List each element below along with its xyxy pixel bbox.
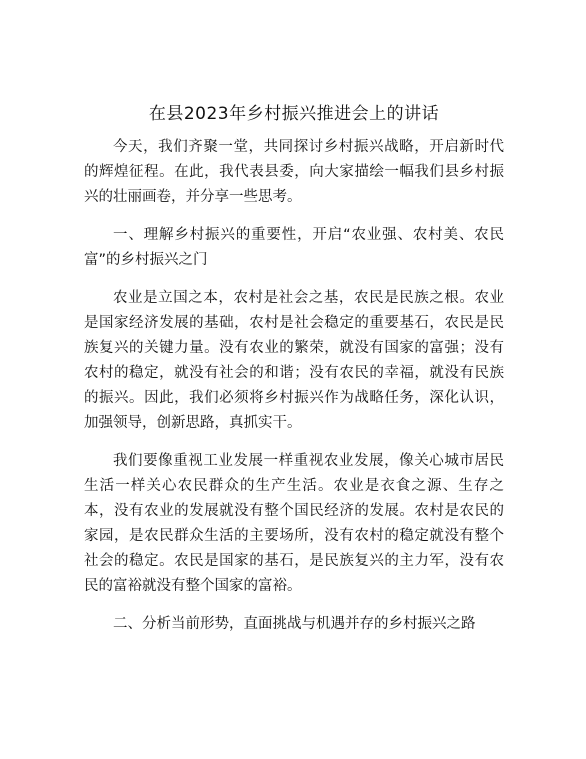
section-1-paragraph-2: 我们要像重视工业发展一样重视农业发展，像关心城市居民生活一样关心农民群众的生产生活。农业是衣食之源、生存之本，没有农业的发展就没有整个国民经济的发展。农村是农民的家园，是农民群众生活的主要场所，没有农村的稳定就没有整个社会的稳定。农民是国家的基石，是民族复兴的主力军，没有农民的富裕就没有整个国家的富裕。 xyxy=(84,453,504,594)
document-body xyxy=(84,101,504,650)
section-2-heading: 二、分析当前形势，直面挑战与机遇并存的乡村振兴之路 xyxy=(113,616,476,632)
intro-paragraph: 今天，我们齐聚一堂，共同探讨乡村振兴战略，开启新时代的辉煌征程。在此，我代表县委，向大家描绘一幅我们县乡村振兴的壮丽画卷，并分享一些思考。 xyxy=(84,139,504,205)
section-1-heading: 一、理解乡村振兴的重要性，开启“农业强、农村美、农民富”的乡村振兴之门 xyxy=(84,227,504,268)
section-1-paragraph-1: 农业是立国之本，农村是社会之基，农民是民族之根。农业是国家经济发展的基础，农村是社会稳定的重要基石，农民是民族复兴的关键力量。没有农业的繁荣，就没有国家的富强；没有农村的稳定，就没有社会的和谐；没有农民的幸福，就没有民族的振兴。因此，我们必须将乡村振兴作为战略任务，深化认识，加强领导，创新思路，真抓实干。 xyxy=(84,290,504,431)
document-title: 在县2023年乡村振兴推进会上的讲话 xyxy=(148,104,440,124)
